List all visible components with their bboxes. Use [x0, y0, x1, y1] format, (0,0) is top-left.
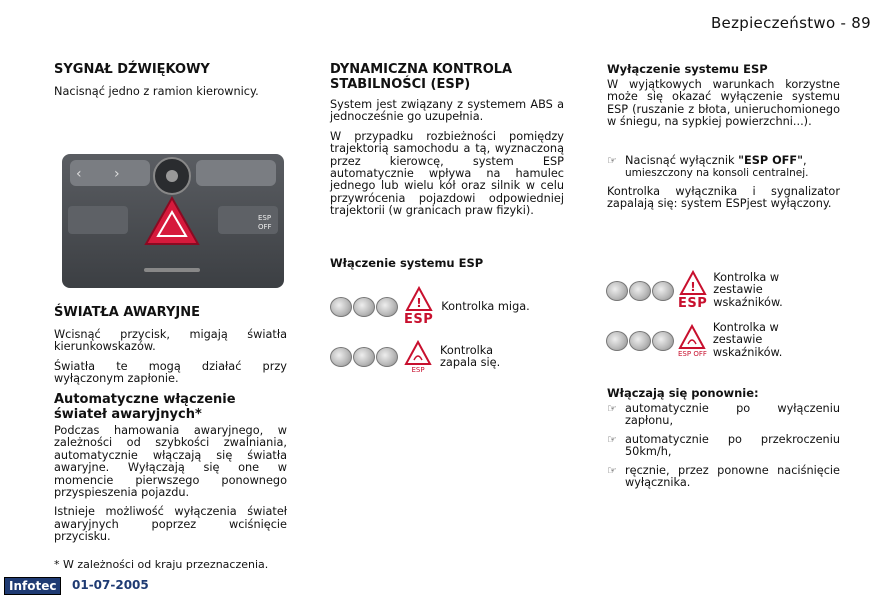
hazard-text-2: Światła te mogą działać przy wyłączonym zapłonie. [54, 359, 287, 386]
esp-off-indicator-row-1 [606, 270, 803, 311]
horn-heading: SYGNAŁ DŹWIĘKOWY [54, 62, 210, 77]
hazard-text-1: Wcisnąć przycisk, migają światła kierunkowskazów. [54, 328, 287, 354]
esp-indicator-2-text: Kontrolka zapala się. [440, 343, 501, 369]
auto-hazard-heading: Automatyczne włączenie świateł awaryjnych* [54, 392, 236, 422]
esp-off-result: Kontrolka wyłącznika i sygnalizator zapalają się: system ESPjest wyłączony. [607, 185, 840, 211]
center-console-image [62, 154, 284, 288]
esp-warning-icon [678, 270, 707, 311]
esp-heading: DYNAMICZNA KONTROLA STABILNOŚCI (ESP) [330, 62, 513, 92]
instrument-cluster-icon [330, 297, 398, 317]
esp-text-2: W przypadku rozbieżności pomiędzy trajektorią samochodu a tą, wyznaczoną przez kierowcę, system ESP automatycznie wpływa na hamulec jednego lub wielu kół oraz silnik w celu przywrócenia pojazdowi odpowiedniej trajektorii (w granicach praw fizyki). [330, 129, 564, 218]
console-esp-off-line2: OFF [258, 223, 272, 231]
esp-warning-icon [404, 286, 433, 327]
svg-text:!: ! [415, 296, 422, 310]
hazard-text-block [54, 329, 287, 386]
svg-text:‹: ‹ [76, 166, 82, 182]
esp-indicator-row-2 [330, 340, 520, 374]
console-illustration [62, 154, 284, 288]
pointing-hand-icon: ☞ [607, 402, 617, 415]
esp-off-indicator-row-2 [606, 322, 803, 359]
esp-indicator-row-1 [330, 286, 530, 327]
pointing-hand-icon: ☞ [607, 463, 617, 477]
horn-text: Nacisnąć jedno z ramion kierownicy. [54, 85, 259, 98]
esp-off-heading: Wyłączenie systemu ESP [607, 62, 768, 76]
hazard-heading: ŚWIATŁA AWARYJNE [54, 305, 200, 320]
esp-indicator-1-text: Kontrolka miga. [441, 300, 530, 313]
console-esp-off-line1: ESP [258, 214, 272, 222]
esp-text-block [330, 99, 564, 218]
esp-off-skid-icon [678, 324, 707, 358]
auto-hazard-text-block [54, 425, 287, 544]
instrument-cluster-icon [606, 281, 674, 301]
instrument-cluster-icon [606, 331, 674, 351]
esp-off-small-label: ESP OFF [678, 349, 707, 358]
esp-label: ESP [678, 296, 708, 311]
reactivation-list [607, 403, 840, 489]
instrument-cluster-icon [330, 347, 398, 367]
esp-skid-icon [404, 340, 432, 374]
pointing-hand-icon: ☞ [607, 432, 617, 446]
footnote: * W zależności od kraju przeznaczenia. [54, 558, 269, 571]
footer-date: 01-07-2005 [72, 578, 149, 592]
esp-label: ESP [404, 312, 434, 327]
infotec-badge: Infotec [4, 577, 61, 595]
page-header: Bezpieczeństwo - 89 [710, 14, 871, 32]
esp-small-label: ESP [411, 366, 425, 374]
auto-hazard-text-1: Podczas hamowania awaryjnego, w zależności od szybkości zwalniania, automatycznie włączają się światła awaryjne. Wyłączają się one w momencie pierwszego ponownego przyspieszenia pojazdu. [54, 424, 287, 500]
list-item: ☞ automatycznie po wyłączeniu zapłonu, [607, 402, 840, 428]
list-item: ☞ automatycznie po przekroczeniu 50km/h, [607, 432, 840, 459]
list-item: ☞ ręcznie, przez ponowne naciśnięcie wyłącznika. [607, 463, 840, 490]
esp-off-indicator-2-text: Kontrolka w zestawie wskaźników. [712, 321, 783, 359]
esp-off-text: W wyjątkowych warunkach korzystne może się okazać wyłączenie systemu ESP (ruszanie z błota, unieruchomionego w śniegu, na sypkiej powierzchni...). [607, 78, 840, 129]
svg-text:›: › [114, 166, 120, 182]
esp-off-instruction: Nacisnąć wyłącznik "ESP OFF", umieszczony na konsoli centralnej. [625, 154, 809, 180]
hazard-button-icon [146, 198, 198, 244]
esp-text-1: System jest związany z systemem ABS a jednocześnie go uzupełnia. [330, 98, 564, 124]
esp-off-indicator-1-text: Kontrolka w zestawie wskaźników. [713, 270, 783, 309]
esp-on-heading: Włączenie systemu ESP [330, 256, 484, 270]
auto-hazard-text-2: Istnieje możliwość wyłączenia świateł awaryjnych poprzez wciśnięcie przycisku. [54, 505, 287, 544]
esp-off-bullet [607, 155, 840, 180]
svg-text:!: ! [689, 280, 696, 294]
pointing-hand-icon: ☞ [607, 154, 617, 167]
reactivation-heading: Włączają się ponownie: [607, 386, 759, 400]
